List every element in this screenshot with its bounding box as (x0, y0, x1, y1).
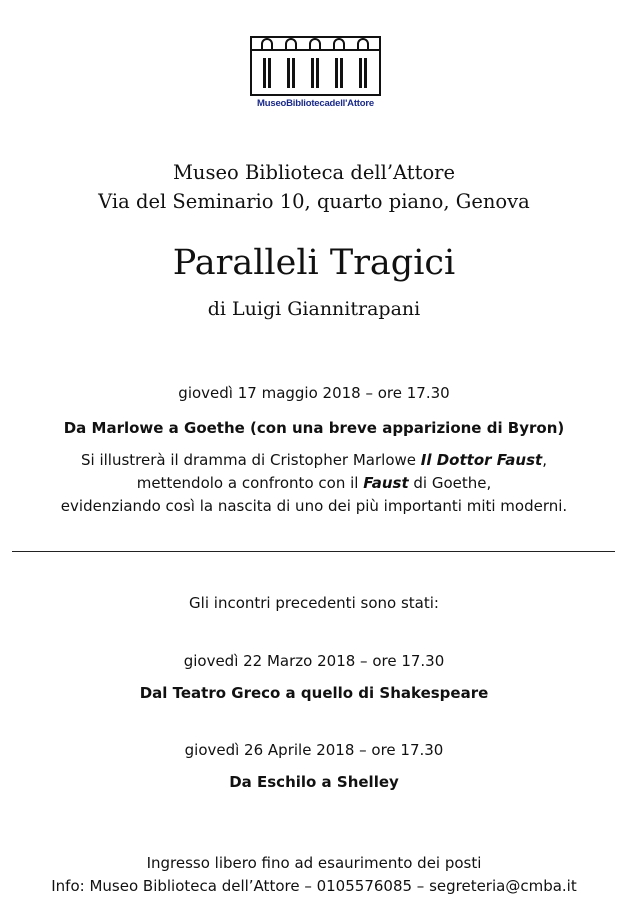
desc-text: , (542, 451, 547, 469)
previous-topic: Da Eschilo a Shelley (229, 773, 399, 791)
desc-text: mettendolo a confronto con il (136, 474, 364, 492)
desc-text: di Goethe, (408, 474, 492, 492)
entry-note: Ingresso libero fino ad esaurimento dei posti (146, 854, 482, 872)
event-description-line-1 (0, 451, 628, 469)
contact-info: Info: Museo Biblioteca dell’Attore – 0105576085 – segreteria@cmba.it (51, 877, 577, 895)
event-description-line-3: evidenziando così la nascita di uno dei più importanti miti moderni. (60, 497, 568, 515)
event-date: giovedì 17 maggio 2018 – ore 17.30 (178, 384, 450, 402)
previous-date: giovedì 22 Marzo 2018 – ore 17.30 (183, 652, 445, 670)
museum-name: Museo Biblioteca dell’Attore (172, 161, 456, 184)
previous-topic: Dal Teatro Greco a quello di Shakespeare (139, 684, 489, 702)
event-description-line-2 (0, 474, 628, 492)
event-title: Paralleli Tragici (172, 243, 456, 283)
event-topic: Da Marlowe a Goethe (con una breve apparizione di Byron) (63, 419, 565, 437)
logo-caption: MuseoBibliotecadell'Attore (257, 98, 374, 109)
desc-emphasis: Faust (363, 474, 409, 492)
desc-emphasis: Il Dottor Faust (420, 451, 543, 469)
museum-address: Via del Seminario 10, quarto piano, Genova (98, 190, 530, 213)
building-icon (250, 36, 381, 96)
previous-date: giovedì 26 Aprile 2018 – ore 17.30 (184, 741, 444, 759)
previous-intro: Gli incontri precedenti sono stati: (189, 594, 439, 612)
divider (12, 551, 615, 552)
desc-text: Si illustrerà il dramma di Cristopher Marlowe (81, 451, 421, 469)
event-author: di Luigi Giannitrapani (207, 298, 421, 320)
museum-logo (250, 36, 381, 112)
